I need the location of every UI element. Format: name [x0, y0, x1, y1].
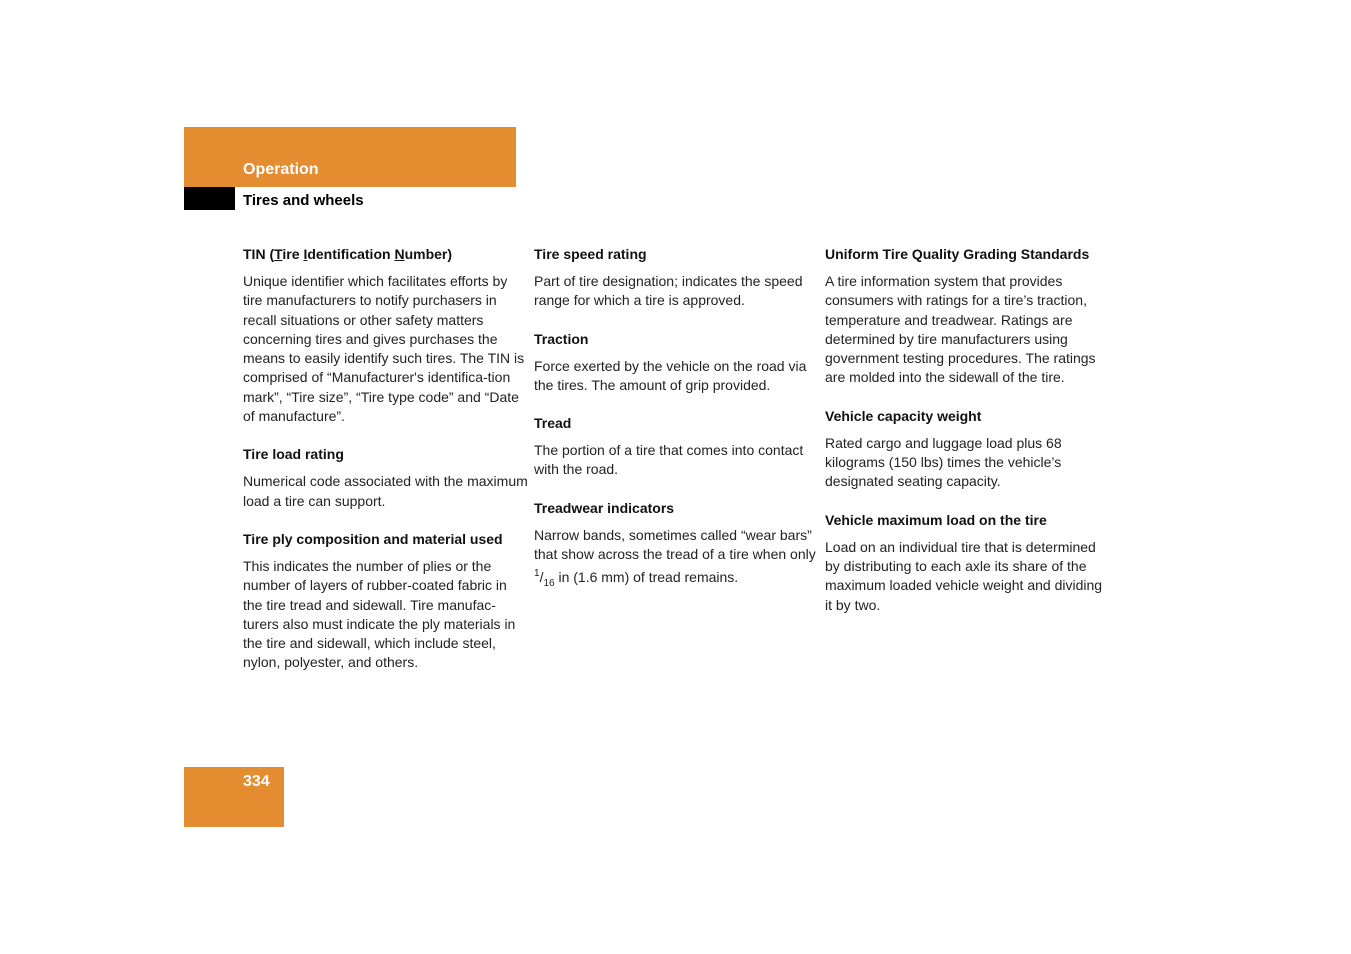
glossary-entry-utqgs [825, 245, 1110, 388]
glossary-entry-tire-speed-rating [534, 245, 819, 311]
term-tread: Tread [534, 415, 572, 432]
definition-tire-ply-composition: This indicates the number of plies or the number of layers of rubber-coated fabric in the tire tread and sidewall. Tire manufac-turers also must indicate the ply materials in the tire and sidewall, which include steel, nylon, polyester, and others. [243, 557, 516, 671]
term-tin: TIN (Tire Identification Number) [243, 246, 453, 262]
subsection-marker [184, 187, 235, 210]
term-tire-ply-composition: Tire ply composition and material used [243, 530, 503, 547]
section-title: Operation [243, 161, 319, 178]
glossary-entry-traction [534, 330, 819, 396]
term-treadwear-indicators: Treadwear indicators [534, 499, 675, 516]
glossary-entry-vehicle-capacity-weight [825, 407, 1110, 492]
fraction-numerator: 1 [534, 568, 540, 580]
fraction-slash: / [539, 569, 544, 586]
page-number: 334 [243, 773, 270, 790]
glossary-entry-tin [243, 245, 528, 426]
definition-vehicle-capacity-weight: Rated cargo and luggage load plus 68 kilograms (150 lbs) times the vehicle’s designated seating capacity. [825, 434, 1062, 490]
column-3 [825, 245, 1110, 634]
term-vehicle-maximum-load: Vehicle maximum load on the tire [825, 511, 1047, 528]
term-tire-speed-rating: Tire speed rating [534, 246, 647, 262]
term-tire-load-rating: Tire load rating [243, 446, 344, 463]
definition-utqgs: A tire information system that provides consumers with ratings for a tire’s traction, temperature and treadwear. Ratings are determined by tire manufacturers using government testing procedures. The ratings are molded into the sidewall of the tire. [825, 273, 1096, 386]
definition-tire-speed-rating: Part of tire designation; indicates the speed range for which a tire is approved. [534, 273, 803, 309]
definition-traction: Force exerted by the vehicle on the road via the tires. The amount of grip provided. [534, 357, 807, 393]
column-1 [243, 245, 528, 692]
subsection-title: Tires and wheels [243, 192, 364, 209]
definition-treadwear-indicators: Narrow bands, sometimes called “wear bars” that show across the tread of a tire when only $^1/_{16}$ in (1.6 mm) of tread remains. [534, 526, 816, 590]
definition-vehicle-maximum-load: Load on an individual tire that is determined by distributing to each axle its share of the maximum loaded vehicle weight and dividing it by two. [825, 538, 1103, 613]
term-traction: Traction [534, 330, 589, 347]
definition-tire-load-rating: Numerical code associated with the maximum load a tire can support. [243, 473, 528, 509]
glossary-entry-tread [534, 414, 819, 480]
column-2 [534, 245, 819, 613]
term-utqgs: Uniform Tire Quality Grading Standards [825, 246, 1090, 262]
section-header-bar [184, 127, 516, 187]
glossary-entry-tire-load-rating [243, 445, 528, 511]
definition-tin: Unique identifier which facilitates efforts by tire manufacturers to notify purchasers in recall situations or other safety matters concerning tires and gives purchases the means to easily identify such tires. The TIN is comprised of “Manufacturer's identifica-tion mark”, “Tire size”, “Tire type code” and “Date of manufacture”. [243, 273, 525, 425]
glossary-entry-tire-ply-composition [243, 530, 528, 673]
glossary-entry-vehicle-maximum-load [825, 511, 1110, 615]
definition-tread: The portion of a tire that comes into contact with the road. [534, 442, 804, 478]
glossary-entry-treadwear-indicators [534, 499, 819, 594]
term-vehicle-capacity-weight: Vehicle capacity weight [825, 407, 982, 424]
fraction-denominator: 16 [543, 578, 555, 590]
